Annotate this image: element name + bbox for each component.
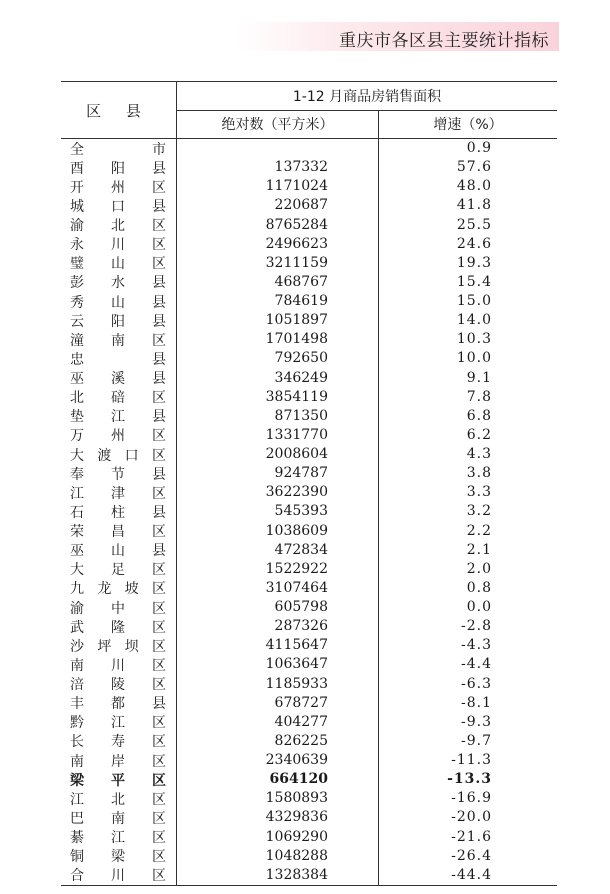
growth-rate: 3.2	[466, 503, 492, 520]
growth-rate: -16.9	[451, 790, 492, 807]
growth-rate: 2.1	[466, 541, 492, 558]
table-row	[61, 636, 557, 655]
absolute-value: 1331770	[265, 426, 328, 443]
district-name: 奉 节 县	[70, 466, 166, 483]
table-row	[61, 196, 557, 215]
table-row	[61, 330, 557, 349]
table-row	[61, 445, 557, 464]
absolute-value: 404277	[274, 713, 328, 730]
table-row	[61, 388, 557, 407]
district-name: 巴 南 区	[70, 810, 166, 827]
absolute-value: 678727	[274, 694, 328, 711]
table-row	[61, 407, 557, 426]
table-row	[61, 541, 557, 560]
absolute-value: 4329836	[265, 809, 328, 826]
district-name: 綦 江 区	[70, 830, 166, 846]
growth-rate: 25.5	[456, 216, 492, 233]
table-row	[61, 847, 557, 866]
district-name: 巫 山 县	[70, 543, 166, 560]
growth-rate: -6.3	[461, 675, 492, 692]
growth-rate: 9.1	[466, 369, 492, 386]
district-name: 万 州 区	[70, 428, 166, 445]
growth-rate: -26.4	[451, 847, 492, 864]
growth-rate: 10.3	[456, 331, 492, 348]
table-row	[61, 216, 557, 235]
growth-rate: 3.3	[466, 484, 492, 501]
page-title: 重庆市各区县主要统计指标	[339, 31, 549, 51]
growth-rate: 10.0	[456, 350, 492, 367]
growth-rate: -21.6	[451, 828, 492, 845]
table-row	[61, 617, 557, 636]
district-name: 南 川 区	[70, 657, 166, 674]
growth-rate: 0.9	[466, 140, 492, 156]
district-name: 武 隆 区	[70, 619, 166, 636]
title-banner	[236, 22, 559, 51]
absolute-value: 137332	[274, 159, 328, 176]
district-name: 涪 陵 区	[70, 677, 166, 693]
statistics-table	[61, 81, 557, 886]
header-sales-area-group: 1-12 月商品房销售面积	[177, 82, 557, 111]
absolute-value: 1701498	[265, 331, 328, 348]
absolute-value: 3211159	[265, 254, 328, 271]
table-row	[61, 560, 557, 579]
growth-rate: -8.1	[461, 694, 492, 711]
table-row	[61, 235, 557, 254]
district-name: 渝 中 区	[70, 600, 166, 617]
absolute-value: 220687	[274, 197, 328, 214]
absolute-value: 1522922	[265, 560, 328, 577]
growth-rate: -4.3	[461, 637, 492, 654]
absolute-value: 792650	[274, 350, 328, 367]
absolute-value: 2008604	[265, 446, 328, 462]
district-name: 铜 梁 区	[70, 849, 166, 866]
district-name: 全 市	[70, 141, 166, 158]
district-name: 云 阳 县	[70, 313, 166, 330]
growth-rate: -9.3	[461, 713, 492, 730]
absolute-value: 1580893	[265, 790, 328, 807]
district-name: 潼 南 区	[70, 332, 166, 349]
table-row	[61, 502, 557, 521]
table-row	[61, 254, 557, 273]
absolute-value: 664120	[269, 771, 328, 788]
district-name: 大 渡 口 区	[70, 447, 166, 464]
table-row	[61, 828, 557, 847]
growth-rate: 2.2	[466, 522, 492, 539]
growth-rate: 14.0	[456, 312, 492, 329]
absolute-value: 784619	[274, 293, 328, 309]
district-name: 石 柱 县	[70, 504, 166, 521]
growth-rate: 15.0	[456, 293, 492, 309]
absolute-value: 472834	[274, 541, 328, 558]
growth-rate: 0.8	[466, 579, 492, 596]
growth-rate: 48.0	[456, 178, 492, 195]
table-row	[61, 426, 557, 445]
absolute-value: 287326	[274, 618, 328, 635]
table-row	[61, 598, 557, 617]
growth-rate: -13.3	[447, 771, 492, 788]
growth-rate: -2.8	[461, 618, 492, 635]
absolute-value: 545393	[274, 503, 328, 520]
table-row	[61, 369, 557, 388]
absolute-value: 1051897	[265, 312, 328, 329]
table-row	[61, 139, 557, 158]
table-row	[61, 522, 557, 541]
growth-rate: -20.0	[451, 809, 492, 826]
table-row	[61, 579, 557, 598]
absolute-value: 2496623	[265, 235, 328, 252]
absolute-value: 871350	[274, 407, 328, 424]
growth-rate: 57.6	[456, 159, 492, 176]
absolute-value: 3854119	[265, 388, 328, 405]
table-row	[61, 655, 557, 674]
growth-rate: 6.2	[466, 426, 492, 443]
header-district: 区 县	[61, 82, 177, 138]
absolute-value: 346249	[274, 369, 328, 386]
growth-rate: 24.6	[456, 235, 492, 252]
district-name: 垫 江 县	[70, 409, 166, 426]
table-row	[61, 177, 557, 196]
table-body	[61, 139, 557, 886]
district-name: 永 川 区	[70, 237, 166, 254]
district-name: 江 北 区	[70, 791, 166, 808]
district-name: 长 寿 区	[70, 734, 166, 751]
table-row	[61, 713, 557, 732]
table-row	[61, 464, 557, 483]
table-row	[61, 675, 557, 694]
district-name: 秀 山 县	[70, 294, 166, 311]
table-row	[61, 732, 557, 751]
district-name: 璧 山 区	[70, 256, 166, 273]
district-name: 南 岸 区	[70, 753, 166, 770]
district-name: 渝 北 区	[70, 218, 166, 234]
absolute-value: 1185933	[265, 675, 328, 692]
absolute-value: 1328384	[265, 866, 328, 883]
district-name: 丰 都 县	[70, 696, 166, 713]
growth-rate: 41.8	[456, 197, 492, 214]
growth-rate: -44.4	[451, 866, 492, 883]
district-name: 合 川 区	[70, 868, 166, 885]
header-growth-rate: 增速（%）	[433, 117, 503, 133]
absolute-value	[177, 139, 328, 158]
absolute-value: 4115647	[265, 637, 328, 654]
absolute-value: 1069290	[265, 828, 328, 845]
district-name: 荣 昌 区	[70, 524, 166, 540]
district-name: 忠 县	[70, 351, 166, 368]
growth-rate: 4.3	[466, 446, 492, 462]
table-row	[61, 866, 557, 885]
table-row	[61, 483, 557, 502]
absolute-value: 468767	[274, 273, 328, 290]
district-name: 酉 阳 县	[70, 160, 166, 177]
absolute-value: 8765284	[265, 216, 328, 233]
absolute-value: 924787	[274, 465, 328, 482]
absolute-value: 605798	[274, 599, 328, 615]
absolute-value: 2340639	[265, 752, 328, 768]
growth-rate: 15.4	[456, 273, 492, 290]
absolute-value: 1038609	[265, 522, 328, 539]
growth-rate: 3.8	[466, 465, 492, 482]
growth-rate: -9.7	[461, 732, 492, 749]
growth-rate: 6.8	[466, 407, 492, 424]
district-name: 彭 水 县	[70, 275, 166, 292]
growth-rate: 2.0	[466, 560, 492, 577]
absolute-value: 1048288	[265, 847, 328, 864]
district-name: 黔 江 区	[70, 715, 166, 732]
table-row	[61, 751, 557, 770]
table-row	[61, 311, 557, 330]
district-name: 北 碚 区	[70, 390, 166, 407]
growth-rate: 7.8	[466, 388, 492, 405]
absolute-value: 3107464	[265, 579, 328, 596]
table-row	[61, 808, 557, 827]
growth-rate: -11.3	[451, 752, 492, 768]
table-row	[61, 349, 557, 368]
absolute-value: 1171024	[265, 178, 328, 195]
growth-rate: -4.4	[461, 656, 492, 673]
district-name: 城 口 县	[70, 198, 166, 215]
district-name: 巫 溪 县	[70, 371, 166, 387]
district-name: 沙 坪 坝 区	[70, 638, 166, 655]
district-name: 开 州 区	[70, 179, 166, 196]
table-row	[61, 158, 557, 177]
table-header	[61, 81, 557, 139]
table-row	[61, 770, 557, 789]
table-row	[61, 789, 557, 808]
header-absolute-value: 绝对数（平方米）	[177, 110, 379, 138]
district-name: 江 津 区	[70, 485, 166, 502]
growth-rate: 0.0	[466, 599, 492, 615]
absolute-value: 3622390	[265, 484, 328, 501]
absolute-value: 1063647	[265, 656, 328, 673]
table-row	[61, 273, 557, 292]
absolute-value: 826225	[274, 732, 328, 749]
table-row	[61, 694, 557, 713]
growth-rate: 19.3	[456, 254, 492, 271]
district-name: 梁 平 区	[70, 772, 166, 789]
district-name: 大 足 区	[70, 562, 166, 579]
table-row	[61, 292, 557, 311]
district-name: 九 龙 坡 区	[70, 581, 166, 598]
